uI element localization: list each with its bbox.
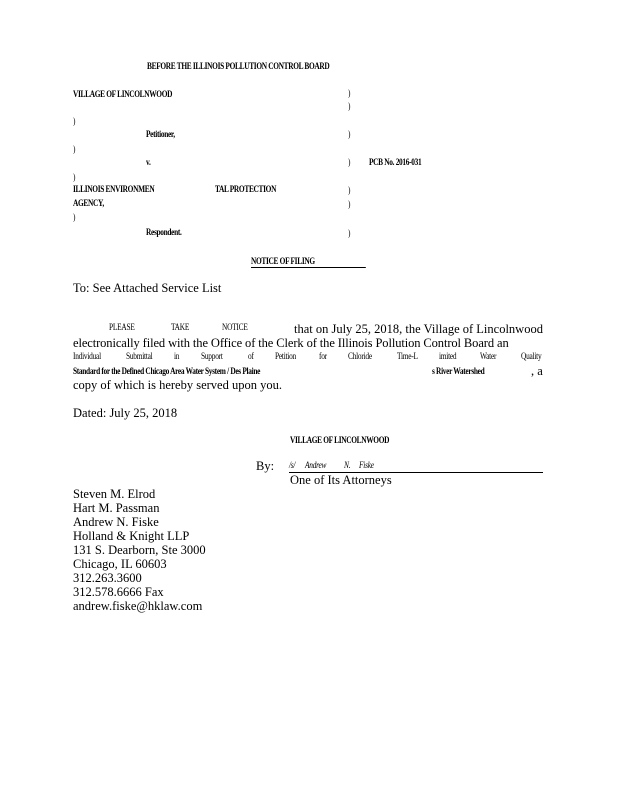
para-word: NOTICE: [222, 322, 248, 332]
counsel-block: [73, 487, 206, 613]
signature-title: One of Its Attorneys: [290, 473, 392, 487]
caption-paren: ): [348, 185, 351, 195]
signature-first: Andrew: [305, 460, 327, 470]
para-word: Water: [480, 351, 497, 361]
petitioner-name: VILLAGE OF LINCOLNWOOD: [73, 89, 173, 99]
signature-party: VILLAGE OF LINCOLNWOOD: [290, 435, 390, 445]
notice-heading: NOTICE OF FILING: [251, 256, 315, 266]
para-word: of: [247, 351, 254, 361]
respondent-name-part2: TAL PROTECTION: [215, 184, 277, 194]
to-line: To: See Attached Service List: [73, 281, 222, 295]
counsel-line: Andrew N. Fiske: [73, 515, 159, 529]
caption-paren: ): [73, 144, 76, 154]
respondent-name-part1: ILLINOIS ENVIRONMEN: [73, 184, 155, 194]
caption-paren: ): [73, 172, 76, 182]
para-word: Submittal: [125, 351, 153, 361]
signature-line: [289, 460, 543, 473]
counsel-email: andrew.fiske@hklaw.com: [73, 599, 203, 613]
para-line-4-part1: Standard for the Defined Chicago Area Water System / Des Plaine: [73, 366, 261, 376]
caption-paren: ): [348, 129, 351, 139]
para-line-2: electronically filed with the Office of the Clerk of the Illinois Pollution Control Board an: [73, 336, 509, 350]
counsel-line: Chicago, IL 60603: [73, 557, 167, 571]
respondent-role: Respondent.: [146, 227, 182, 237]
para-word: Chloride: [348, 351, 372, 361]
caption-paren: ): [348, 88, 351, 98]
para-word: imited: [439, 351, 457, 361]
counsel-line: Hart M. Passman: [73, 501, 160, 515]
counsel-line: 312.263.3600: [73, 571, 142, 585]
para-line-3: [73, 351, 543, 361]
respondent-name-line2: AGENCY,: [73, 198, 104, 208]
para-word: TAKE: [170, 322, 189, 332]
counsel-line: Steven M. Elrod: [73, 487, 156, 501]
para-line-4-part3: , a: [531, 364, 543, 378]
para-word: Petition: [274, 351, 296, 361]
caption-paren: ): [348, 157, 351, 167]
court-title: BEFORE THE ILLINOIS POLLUTION CONTROL BOARD: [147, 61, 330, 71]
para-line-4-part2: s River Watershed: [432, 366, 485, 376]
para-word: Individual: [73, 351, 101, 361]
counsel-line: 131 S. Dearborn, Ste 3000: [73, 543, 206, 557]
signature-s: /s/: [289, 460, 296, 470]
case-number: PCB No. 2016-031: [369, 157, 422, 167]
para-word: Support: [201, 351, 223, 361]
para-word: Time-L: [396, 351, 418, 361]
signature-last: Fiske: [359, 460, 374, 470]
caption-paren: ): [348, 101, 351, 111]
para-line-1-rest: that on July 25, 2018, the Village of Lincolnwood: [293, 322, 543, 336]
caption-paren: ): [73, 212, 76, 222]
caption-paren: ): [348, 199, 351, 209]
dated-line: Dated: July 25, 2018: [73, 406, 178, 420]
counsel-line: Holland & Knight LLP: [73, 529, 190, 543]
notice-heading-wrap: [251, 256, 366, 268]
versus: v.: [146, 157, 151, 167]
para-word: Quality: [520, 351, 542, 361]
counsel-line: 312.578.6666 Fax: [73, 585, 164, 599]
signature-mid: N.: [344, 460, 351, 470]
caption-paren: ): [348, 228, 351, 238]
petitioner-role: Petitioner,: [146, 129, 175, 139]
para-line-1: [109, 322, 543, 337]
by-label: By:: [256, 459, 275, 473]
para-word: in: [174, 351, 180, 361]
para-word: for: [319, 351, 328, 361]
caption-paren: ): [73, 116, 76, 126]
para-line-5: copy of which is hereby served upon you.: [73, 378, 282, 392]
para-word: PLEASE: [109, 322, 135, 332]
